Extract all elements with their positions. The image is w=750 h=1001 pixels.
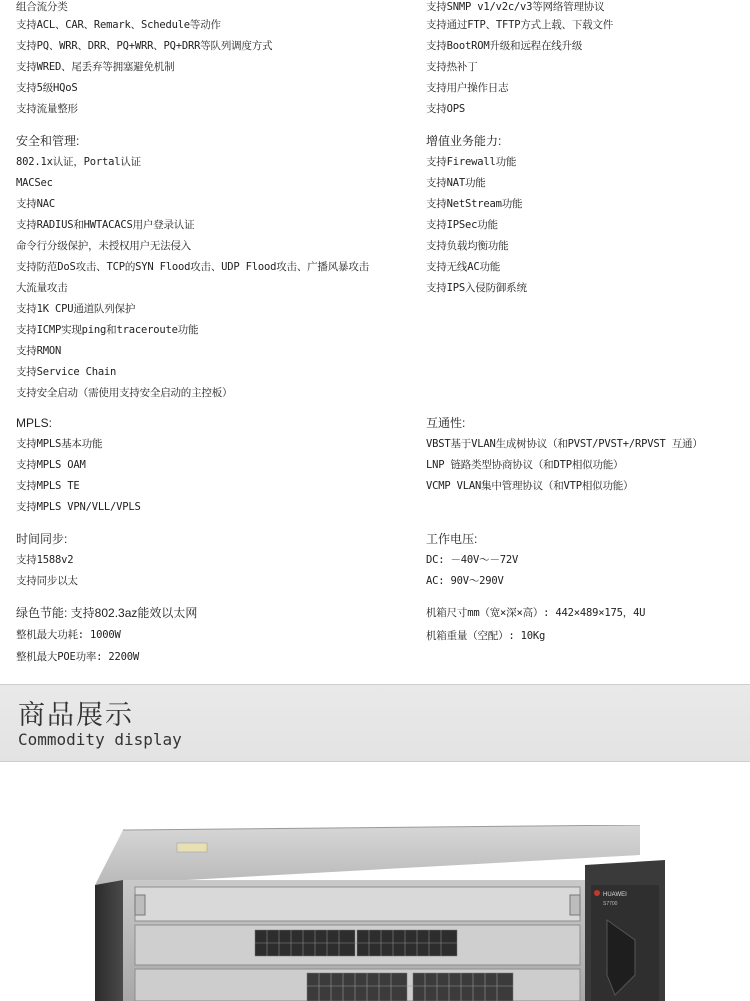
- spec-line: 支持Firewall功能: [426, 156, 517, 168]
- spec-line: 支持SNMP v1/v2c/v3等网络管理协议: [426, 1, 605, 13]
- spec-line: 支持BootROM升级和远程在线升级: [426, 40, 583, 52]
- spec-line: 支持热补丁: [426, 61, 478, 73]
- spec-line: 机箱重量（空配）: 10Kg: [426, 630, 546, 642]
- spec-line: 组合流分类: [16, 1, 68, 13]
- section-heading: MPLS:: [16, 416, 53, 430]
- section-heading: 互通性:: [426, 416, 466, 430]
- huawei-logo-icon: [594, 890, 600, 896]
- spec-line: 802.1x认证，Portal认证: [16, 156, 141, 168]
- spec-line: 支持RADIUS和HWTACACS用户登录认证: [16, 219, 195, 231]
- spec-line: VCMP VLAN集中管理协议（和VTP相似功能）: [426, 480, 634, 492]
- spec-line: 支持MPLS TE: [16, 480, 80, 492]
- spec-line: 机箱尺寸mm（宽×深×高）: 442×489×175，4U: [426, 607, 646, 619]
- spec-line: MACSec: [16, 177, 53, 189]
- spec-line: 支持ICMP实现ping和traceroute功能: [16, 324, 199, 336]
- spec-line: 支持MPLS VPN/VLL/VPLS: [16, 501, 141, 513]
- spec-line: 支持无线AC功能: [426, 261, 501, 273]
- spec-line: 支持NAT功能: [426, 177, 486, 189]
- spec-line: 支持1588v2: [16, 554, 74, 566]
- spec-line: 支持PQ、WRR、DRR、PQ+WRR、PQ+DRR等队列调度方式: [16, 40, 273, 52]
- spec-line: 整机最大功耗: 1000W: [16, 629, 121, 641]
- spec-line: 支持MPLS OAM: [16, 459, 86, 471]
- spec-line: 支持同步以太: [16, 575, 78, 587]
- spec-line: 支持IPS入侵防御系统: [426, 282, 527, 294]
- spec-line: 支持NAC: [16, 198, 55, 210]
- section-heading: 增值业务能力:: [426, 134, 502, 148]
- spec-line: 支持OPS: [426, 103, 465, 115]
- spec-line: 支持用户操作日志: [426, 82, 509, 94]
- spec-line: 支持RMON: [16, 345, 62, 357]
- spec-line: 支持1K CPU通道队列保护: [16, 303, 136, 315]
- spec-line: 支持Service Chain: [16, 366, 117, 378]
- section-heading: 绿色节能: 支持802.3az能效以太网: [16, 606, 198, 620]
- spec-line: VBST基于VLAN生成树协议（和PVST/PVST+/RPVST 互通）: [426, 438, 703, 450]
- spec-line: 支持安全启动（需使用支持安全启动的主控板）: [16, 387, 233, 399]
- spec-line: 支持IPSec功能: [426, 219, 498, 231]
- spec-line: DC: －40V～－72V: [426, 554, 519, 566]
- spec-line: 支持防范DoS攻击、TCP的SYN Flood攻击、UDP Flood攻击、广播风暴攻击: [16, 261, 369, 273]
- spec-line: 支持流量整形: [16, 103, 78, 115]
- spec-line: 支持NetStream功能: [426, 198, 523, 210]
- spec-line: AC: 90V～290V: [426, 575, 504, 587]
- spec-line: 支持通过FTP、TFTP方式上载、下载文件: [426, 19, 614, 31]
- section-heading: 工作电压:: [426, 532, 478, 546]
- spec-line: 支持WRED、尾丢弃等拥塞避免机制: [16, 61, 175, 73]
- section-heading: 安全和管理:: [16, 134, 80, 148]
- commodity-display-banner: [0, 684, 750, 762]
- spec-line: 大流量攻击: [16, 282, 68, 294]
- spec-line: 支持5级HQoS: [16, 82, 78, 94]
- product-photo-switch-chassis: [95, 825, 665, 1001]
- spec-line: 支持负载均衡功能: [426, 240, 509, 252]
- model-label: S7700: [603, 901, 618, 907]
- spec-line: 支持MPLS基本功能: [16, 438, 103, 450]
- banner-title: 商品展示: [18, 700, 134, 731]
- section-heading: 时间同步:: [16, 532, 68, 546]
- spec-line: 支持ACL、CAR、Remark、Schedule等动作: [16, 19, 221, 31]
- spec-line: 整机最大POE功率: 2200W: [16, 651, 140, 663]
- spec-line: 命令行分级保护，未授权用户无法侵入: [16, 240, 192, 252]
- spec-line: LNP 链路类型协商协议（和DTP相似功能）: [426, 459, 624, 471]
- brand-label: HUAWEI: [603, 892, 627, 898]
- banner-subtitle: Commodity display: [18, 730, 182, 749]
